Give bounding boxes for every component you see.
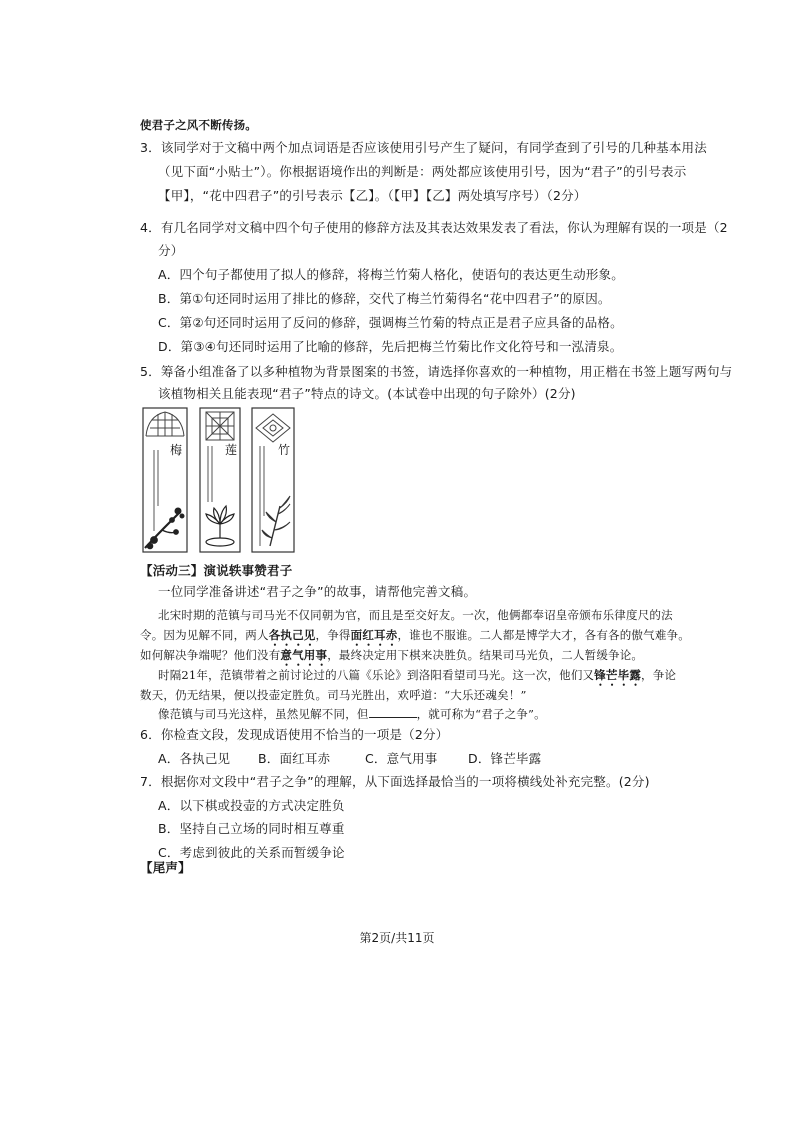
lattice-pattern-icon	[256, 414, 290, 442]
q3-line2: （见下面“小贴士”）。你根据语境作出的判断是：两处都应该使用引号，因为“君子”的引号表示	[158, 164, 687, 179]
lotus-flower-icon	[206, 506, 234, 546]
bookmark-label-bamboo: 竹	[277, 443, 291, 457]
q4-line2: 分）	[158, 243, 184, 258]
page-number: 第2页/共11页	[359, 931, 435, 945]
q4-option-c: C．第②句还同时运用了反问的修辞，强调梅兰竹菊的特点正是君子应具备的品格。	[158, 315, 623, 330]
passage-text: ，争论	[641, 668, 677, 682]
fill-blank-line[interactable]	[369, 706, 417, 718]
q7-option-b: B．坚持自己立场的同时相互尊重	[158, 821, 345, 836]
q6-option-b: B．面红耳赤	[258, 751, 331, 766]
bookmark-label-lotus: 莲	[224, 443, 238, 457]
q6-option-d: D．锋芒毕露	[468, 751, 542, 766]
passage-text: ，最终决定用下棋来决胜负。结果司马光负，二人暂缓争论。	[327, 648, 644, 662]
activity3-intro: 一位同学准备讲述“君子之争”的故事，请帮他完善文稿。	[158, 584, 477, 599]
passage-p2-line1	[158, 667, 676, 689]
q3-line1: 3．该同学对于文稿中两个加点词语是否应该使用引号产生了疑问，有同学查到了引号的几种基本用法	[140, 140, 707, 155]
lattice-pattern-icon	[146, 412, 184, 436]
passage-p1-line3	[140, 647, 643, 669]
lattice-pattern-icon	[206, 412, 234, 440]
section-end-title: 【尾声】	[140, 860, 191, 875]
q3-line3: 【甲】，“花中四君子”的引号表示【乙】。（【甲】【乙】两处填写序号）（2分）	[158, 188, 587, 203]
idiom-highlight: 锋芒毕露	[594, 668, 642, 682]
bookmark-plum	[143, 408, 187, 552]
q6-option-c: C．意气用事	[365, 751, 438, 766]
passage-p2-line2: 数天，仍无结果，便以投壶定胜负。司马光胜出，欢呼道：“大乐还魂矣！”	[140, 688, 527, 702]
passage-text: 像范镇与司马光这样，虽然见解不同，但	[158, 707, 369, 721]
q5-line2: 该植物相关且能表现“君子”特点的诗文。(本试卷中出现的句子除外）(2分)	[158, 386, 576, 401]
q5-line1: 5．筹备小组准备了以多种植物为背景图案的书签，请选择你喜欢的一种植物，用正楷在书签上题写两句与	[140, 364, 733, 379]
passage-text: 令。因为见解不同，两人	[140, 628, 269, 642]
q7-option-a: A．以下棋或投壶的方式决定胜负	[158, 798, 345, 813]
passage-text: ，谁也不服谁。二人都是博学大才，各有各的傲气难争。	[397, 628, 690, 642]
q6-stem: 6．你检查文段，发现成语使用不恰当的一项是（2分）	[140, 727, 449, 742]
passage-text: 时隔21年，范镇带着之前讨论过的八篇《乐论》到洛阳看望司马光。这一次，他们又	[158, 668, 595, 682]
passage-p3	[158, 706, 546, 722]
idiom-highlight: 各执己见	[268, 628, 316, 642]
passage-p1-line2	[140, 627, 690, 649]
activity3-title: 【活动三】演说轶事赞君子	[140, 563, 293, 578]
q7-stem: 7．根据你对文段中“君子之争”的理解，从下面选择最恰当的一项将横线处补充完整。(2分)	[140, 774, 650, 789]
passage-text: ，争得	[315, 628, 351, 642]
q7-option-c: C．考虑到彼此的关系而暂缓争论	[158, 845, 345, 860]
q4-option-a: A．四个句子都使用了拟人的修辞，将梅兰竹菊人格化，使语句的表达更生动形象。	[158, 267, 624, 282]
q4-option-d: D．第③④句还同时运用了比喻的修辞，先后把梅兰竹菊比作文化符号和一泓清泉。	[158, 339, 623, 354]
bookmark-label-plum: 梅	[169, 443, 183, 457]
top-line: 使君子之风不断传扬。	[140, 118, 257, 132]
idiom-highlight: 意气用事	[280, 648, 328, 662]
bookmark-bamboo	[252, 408, 294, 552]
idiom-highlight: 面红耳赤	[350, 628, 398, 642]
q4-line1: 4．有几名同学对文稿中四个句子使用的修辞方法及其表达效果发表了看法，你认为理解有误的一项是（2	[140, 220, 728, 235]
plum-branch-icon	[145, 508, 184, 549]
passage-text: ，就可称为“君子之争”。	[416, 707, 546, 721]
bamboo-leaves-icon	[262, 496, 290, 546]
passage-text: 如何解决争端呢？他们没有	[140, 648, 281, 662]
bookmark-illustrations	[140, 406, 300, 556]
q4-option-b: B．第①句还同时运用了排比的修辞，交代了梅兰竹菊得名“花中四君子”的原因。	[158, 291, 611, 306]
bookmark-lotus	[200, 408, 240, 552]
q6-option-a: A．各执己见	[158, 751, 231, 766]
passage-p1-line1: 北宋时期的范镇与司马光不仅同朝为官，而且是至交好友。一次，他俩都奉诏皇帝颁布乐律度尺的法	[158, 608, 673, 622]
